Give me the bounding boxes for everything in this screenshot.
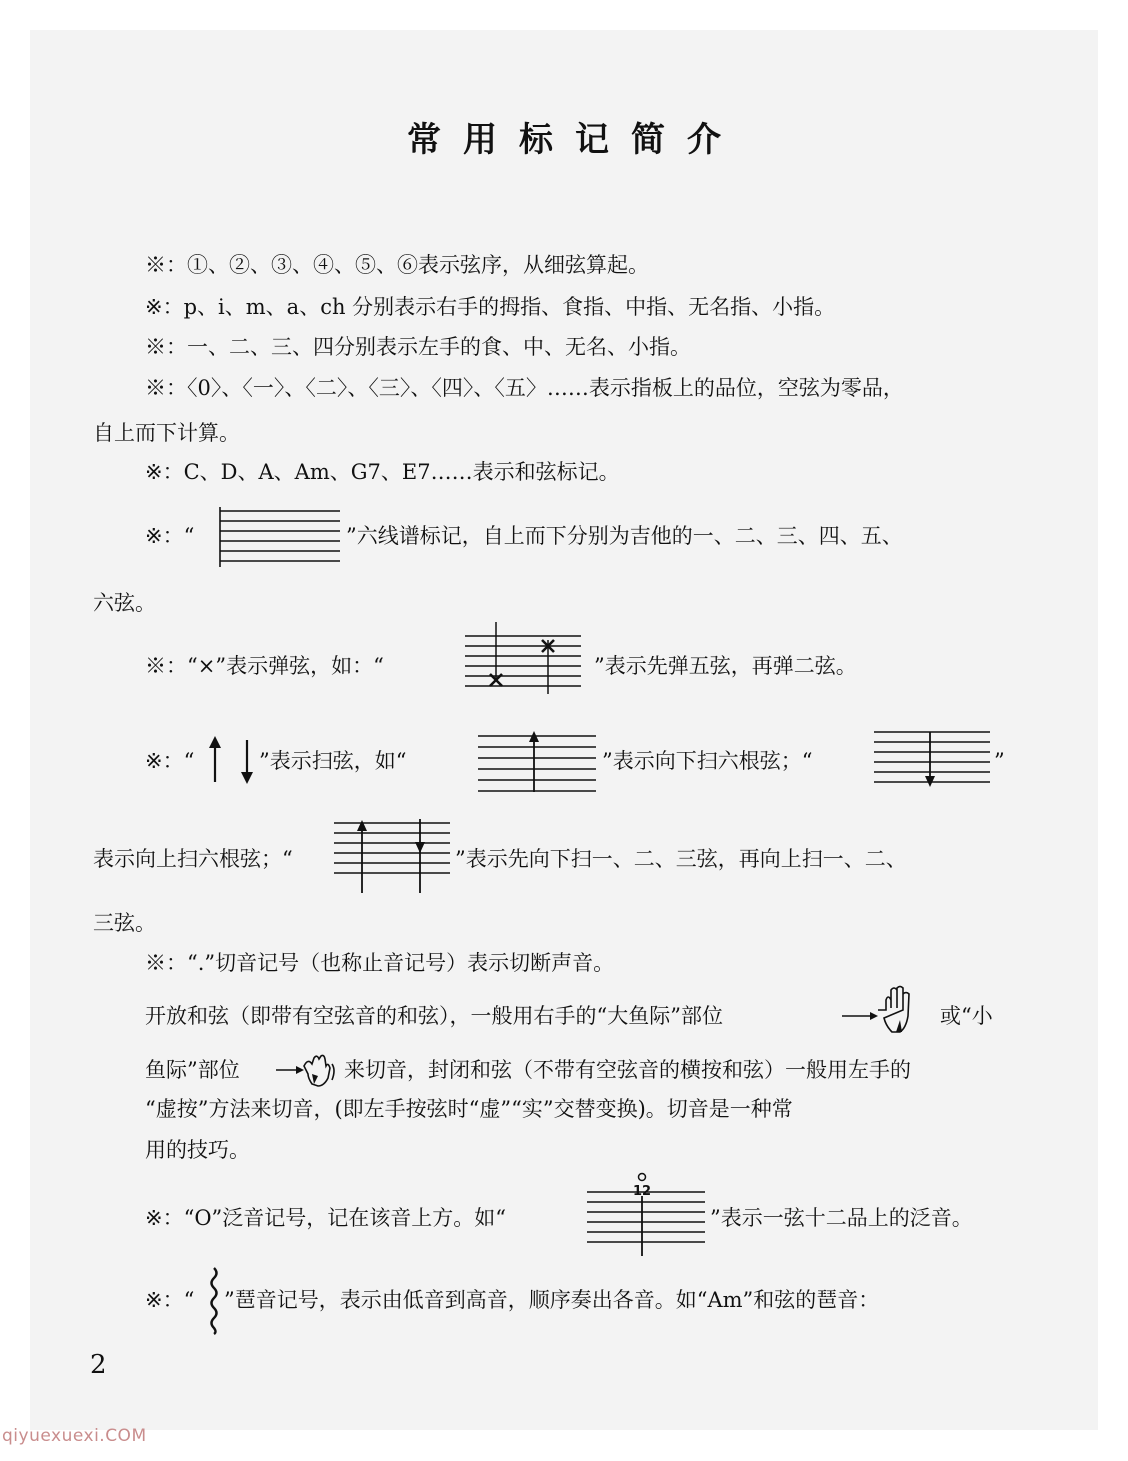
text-line-chord-symbols: ※：C、D、A、Am、G7、E7……表示和弦标记。 [145, 460, 620, 484]
text-strum-combo-prefix: 表示向上扫六根弦；“ [93, 847, 293, 871]
text-pluck-prefix: ※：“×”表示弹弦，如：“ [145, 654, 384, 678]
harmonic-example-figure [585, 1170, 707, 1260]
text-line-fret-positions: ※：〈0〉、〈一〉、〈二〉、〈三〉、〈四〉、〈五〉……表示指板上的品位，空弦为零品， [145, 376, 904, 400]
text-strum-mid: ”表示扫弦，如“ [259, 749, 407, 773]
watermark: qiyuexuexi.COM [2, 1426, 147, 1446]
pluck-example-figure [463, 620, 583, 696]
text-line-left-hand-fingers: ※：一、二、三、四分别表示左手的食、中、无名、小指。 [145, 335, 691, 359]
strum-down-all-figure [476, 728, 598, 794]
strum-arrows-icon [205, 736, 257, 786]
text-strum-combo-suffix: ”表示先向下扫一、二、三弦，再向上扫一、二、 [455, 847, 907, 871]
text-strum-mid2: ”表示向下扫六根弦；“ [602, 749, 813, 773]
page-number: 2 [90, 1350, 107, 1380]
text-mute-line1-suffix: 或“小 [940, 1004, 993, 1028]
text-tab-intro-suffix: ”六线谱标记，自上而下分别为吉他的一、二、三、四、五、 [346, 524, 903, 548]
text-line-right-hand-fingers: ※：p、i、m、a、ch 分别表示右手的拇指、食指、中指、无名指、小指。 [145, 295, 836, 319]
text-mute-line2-prefix: 鱼际”部位 [145, 1058, 240, 1082]
text-mute-line1-prefix: 开放和弦（即带有空弦音的和弦），一般用右手的“大鱼际”部位 [145, 1004, 723, 1028]
text-strum-combo-cont: 三弦。 [93, 911, 156, 935]
palm-thenar-icon [840, 986, 916, 1036]
arpeggio-mark-icon [206, 1266, 222, 1336]
tab-staff-figure [218, 507, 342, 567]
text-arpeggio-suffix: ”琶音记号，表示由低音到高音，顺序奏出各音。如“Am”和弦的琶音： [224, 1288, 880, 1312]
text-harmonic-suffix: ”表示一弦十二品上的泛音。 [710, 1206, 973, 1230]
text-harmonic-prefix: ※：“O”泛音记号，记在该音上方。如“ [145, 1206, 507, 1230]
text-pluck-suffix: ”表示先弹五弦，再弹二弦。 [594, 654, 857, 678]
text-staccato: ※：“.”切音记号（也称止音记号）表示切断声音。 [145, 951, 615, 975]
text-line-string-order: ※：①、②、③、④、⑤、⑥表示弦序，从细弦算起。 [145, 253, 649, 277]
text-mute-line2-suffix: 来切音，封闭和弦（不带有空弦音的横按和弦）一般用左手的 [344, 1058, 911, 1082]
text-tab-intro-cont: 六弦。 [93, 591, 156, 615]
text-arpeggio-prefix: ※：“ [145, 1288, 195, 1312]
text-mute-line4: 用的技巧。 [145, 1138, 250, 1162]
text-line-fret-positions-cont: 自上而下计算。 [93, 421, 240, 445]
strum-combo-figure [332, 815, 452, 895]
text-tab-intro-prefix: ※：“ [145, 524, 195, 548]
text-strum-end: ” [994, 749, 1005, 773]
text-mute-line3: “虚按”方法来切音，(即左手按弦时“虚”“实”交替变换)。切音是一种常 [145, 1097, 793, 1121]
harmonic-fret-number: 12 [632, 1184, 652, 1199]
strum-up-all-figure [872, 728, 992, 788]
page-title: 常用标记简介 [407, 120, 743, 160]
palm-hypothenar-icon [274, 1054, 340, 1088]
text-strum-prefix: ※：“ [145, 749, 195, 773]
